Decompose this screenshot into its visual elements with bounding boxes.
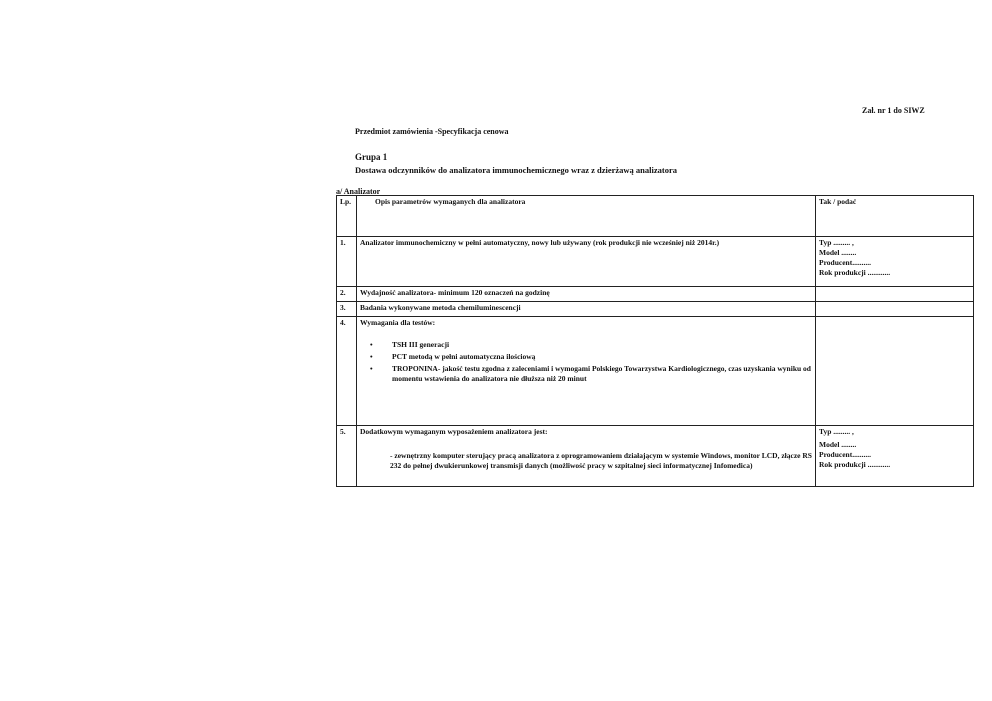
answer-type-line: Typ ......... ,: [819, 238, 854, 247]
test-requirements-list: [360, 340, 812, 384]
group-description: Dostawa odczynników do analizatora immunochemicznego wraz z dzierżawą analizatora: [355, 165, 678, 175]
answer-year-line: Rok produkcji ............: [819, 460, 891, 469]
list-item: [370, 352, 812, 362]
test-requirements-heading: Wymagania dla testów:: [360, 318, 436, 327]
answer-model-line: Model ........: [819, 248, 857, 257]
row-lp: 3.: [337, 302, 357, 317]
row-description: Badania wykonywane metoda chemiluminescencji: [357, 302, 816, 317]
table-header-row: [337, 196, 974, 237]
row-lp: 1.: [337, 237, 357, 287]
row-lp: 4.: [337, 317, 357, 426]
row-description: Wydajność analizatora- minimum 120 oznaczeń na godzinę: [357, 287, 816, 302]
answer-type-line: Typ ......... ,: [819, 427, 854, 436]
equipment-detail: - zewnętrzny komputer sterujący pracą analizatora z oprogramowaniem działającym w systemie Windows, monitor LCD, złącze RS 232 do pełnej dwukierunkowej transmisji danych (możliwość pracy w szpitalnej sieci informatycznej Infomedica): [390, 451, 812, 470]
row-answer: [816, 317, 974, 426]
bullet-icon: •: [370, 352, 373, 361]
bullet-icon: •: [370, 364, 373, 373]
answer-producer-line: Producent..........: [819, 258, 871, 267]
group-title: Grupa 1: [355, 152, 388, 162]
bullet-icon: •: [370, 340, 373, 349]
list-item: [370, 364, 812, 384]
row-description: Analizator immunochemiczny w pełni automatyczny, nowy lub używany (rok produkcji nie wcześniej niż 2014r.): [357, 237, 816, 287]
document-subject: Przedmiot zamówienia -Specyfikacja cenowa: [355, 127, 509, 136]
row-description: [357, 317, 816, 426]
table-row: [337, 302, 974, 317]
list-item-text: TROPONINA- jakość testu zgodna z zaleceniami i wymogami Polskiego Towarzystwa Kardiologicznego, czas uzyskania wyniku od momentu wstawienia do analizatora nie dłuższa niż 20 minut: [392, 364, 811, 383]
equipment-heading: Dodatkowym wymaganym wyposażeniem analizatora jest:: [360, 427, 548, 436]
table-row: [337, 426, 974, 487]
list-item-text: TSH III generacji: [392, 340, 450, 349]
row-answer: [816, 287, 974, 302]
table-row: [337, 237, 974, 287]
answer-producer-line: Producent..........: [819, 450, 871, 459]
header-lp: Lp.: [337, 196, 357, 237]
annex-label: Zał. nr 1 do SIWZ: [862, 106, 925, 115]
answer-model-line: Model ........: [819, 440, 857, 449]
list-item: [370, 340, 812, 350]
row-answer: [816, 302, 974, 317]
row-description: [357, 426, 816, 487]
specification-table: [336, 195, 974, 487]
row-lp: 2.: [337, 287, 357, 302]
header-answer: Tak / podać: [816, 196, 974, 237]
table-row: [337, 317, 974, 426]
row-answer: [816, 237, 974, 287]
section-label: a/ Analizator: [336, 187, 381, 196]
table-row: [337, 287, 974, 302]
row-answer: [816, 426, 974, 487]
list-item-text: PCT metodą w pełni automatyczna ilościową: [392, 352, 536, 361]
answer-year-line: Rok produkcji ............: [819, 268, 891, 277]
header-description: Opis parametrów wymaganych dla analizatora: [357, 196, 816, 237]
row-lp: 5.: [337, 426, 357, 487]
